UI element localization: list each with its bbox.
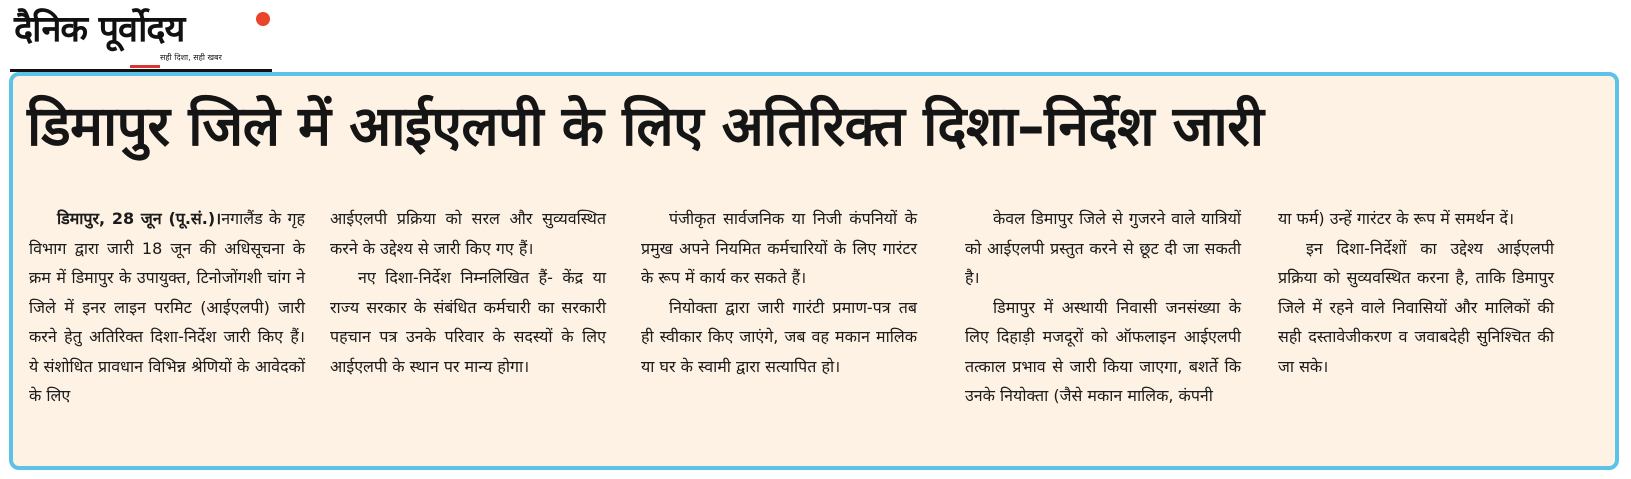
- article-column-1: [29, 204, 305, 466]
- article-column-5: [1278, 204, 1554, 466]
- article-paragraph: या फर्म) उन्हें गारंटर के रूप में समर्थन दें।: [1278, 209, 1515, 228]
- logo-sun-icon: [256, 12, 270, 26]
- article-column-3: [641, 204, 917, 466]
- article-paragraph-text: नगालैंड के गृह विभाग द्वारा जारी 18 जून की अधिसूचना के क्रम में डिमापुर के उपायुक्त, टिनोजोंगशी चांग ने जिले में इनर लाइन परमिट (आईएलपी) जारी करने हेतु अतिरिक्त दिशा-निर्देश जारी किए हैं। ये संशोधित प्रावधान विभिन्न श्रेणियों के आवेदकों के लिए: [29, 209, 306, 405]
- masthead: [10, 6, 272, 70]
- newspaper-logo: दैनिक पूर्वोदय: [14, 9, 185, 50]
- article-dateline: डिमापुर, 28 जून (पू.सं.)।: [57, 209, 222, 228]
- article-paragraph: [29, 204, 305, 411]
- article-paragraph: इन दिशा-निर्देशों का उद्देश्य आईएलपी प्रक्रिया को सुव्यवस्थित करना है, ताकि डिमापुर जिले में रहने वाले निवासियों और मालिकों की सही दस्तावेजीकरण व जवाबदेही सुनिश्चित की जा सके।: [1278, 238, 1554, 376]
- masthead-accent-bar: [130, 65, 160, 68]
- article-paragraph: आईएलपी प्रक्रिया को सरल और सुव्यवस्थित करने के उद्देश्य से जारी किए गए हैं।: [330, 209, 606, 258]
- article-column-2: [330, 204, 606, 466]
- article-headline: डिमापुर जिले में आईएलपी के लिए अतिरिक्त दिशा–निर्देश जारी: [27, 94, 1264, 158]
- news-article: [9, 72, 1619, 470]
- article-paragraph: नियोक्ता द्वारा जारी गारंटी प्रमाण-पत्र तब ही स्वीकार किए जाएंगे, जब वह मकान मालिक या घर के स्वामी द्वारा सत्यापित हो।: [641, 297, 917, 376]
- article-paragraph: डिमापुर में अस्थायी निवासी जनसंख्या के लिए दिहाड़ी मजदूरों को ऑफलाइन आईएलपी तत्काल प्रभाव से जारी किया जाएगा, बशर्ते कि उनके नियोक्ता (जैसे मकान मालिक, कंपनी: [965, 297, 1241, 405]
- article-column-4: [965, 204, 1241, 466]
- article-paragraph: केवल डिमापुर जिले से गुजरने वाले यात्रियों को आईएलपी प्रस्तुत करने से छूट दी जा सकती है।: [965, 209, 1241, 287]
- article-paragraph: पंजीकृत सार्वजनिक या निजी कंपनियों के प्रमुख अपने नियमित कर्मचारियों के लिए गारंटर के रूप में कार्य कर सकते हैं।: [641, 209, 917, 287]
- newspaper-tagline: सही दिशा, सही खबर: [160, 53, 222, 62]
- article-paragraph: नए दिशा-निर्देश निम्नलिखित हैं- केंद्र या राज्य सरकार के संबंधित कर्मचारी का सरकारी पहचान पत्र उनके परिवार के सदस्यों के लिए आईएलपी के स्थान पर मान्य होगा।: [330, 268, 606, 376]
